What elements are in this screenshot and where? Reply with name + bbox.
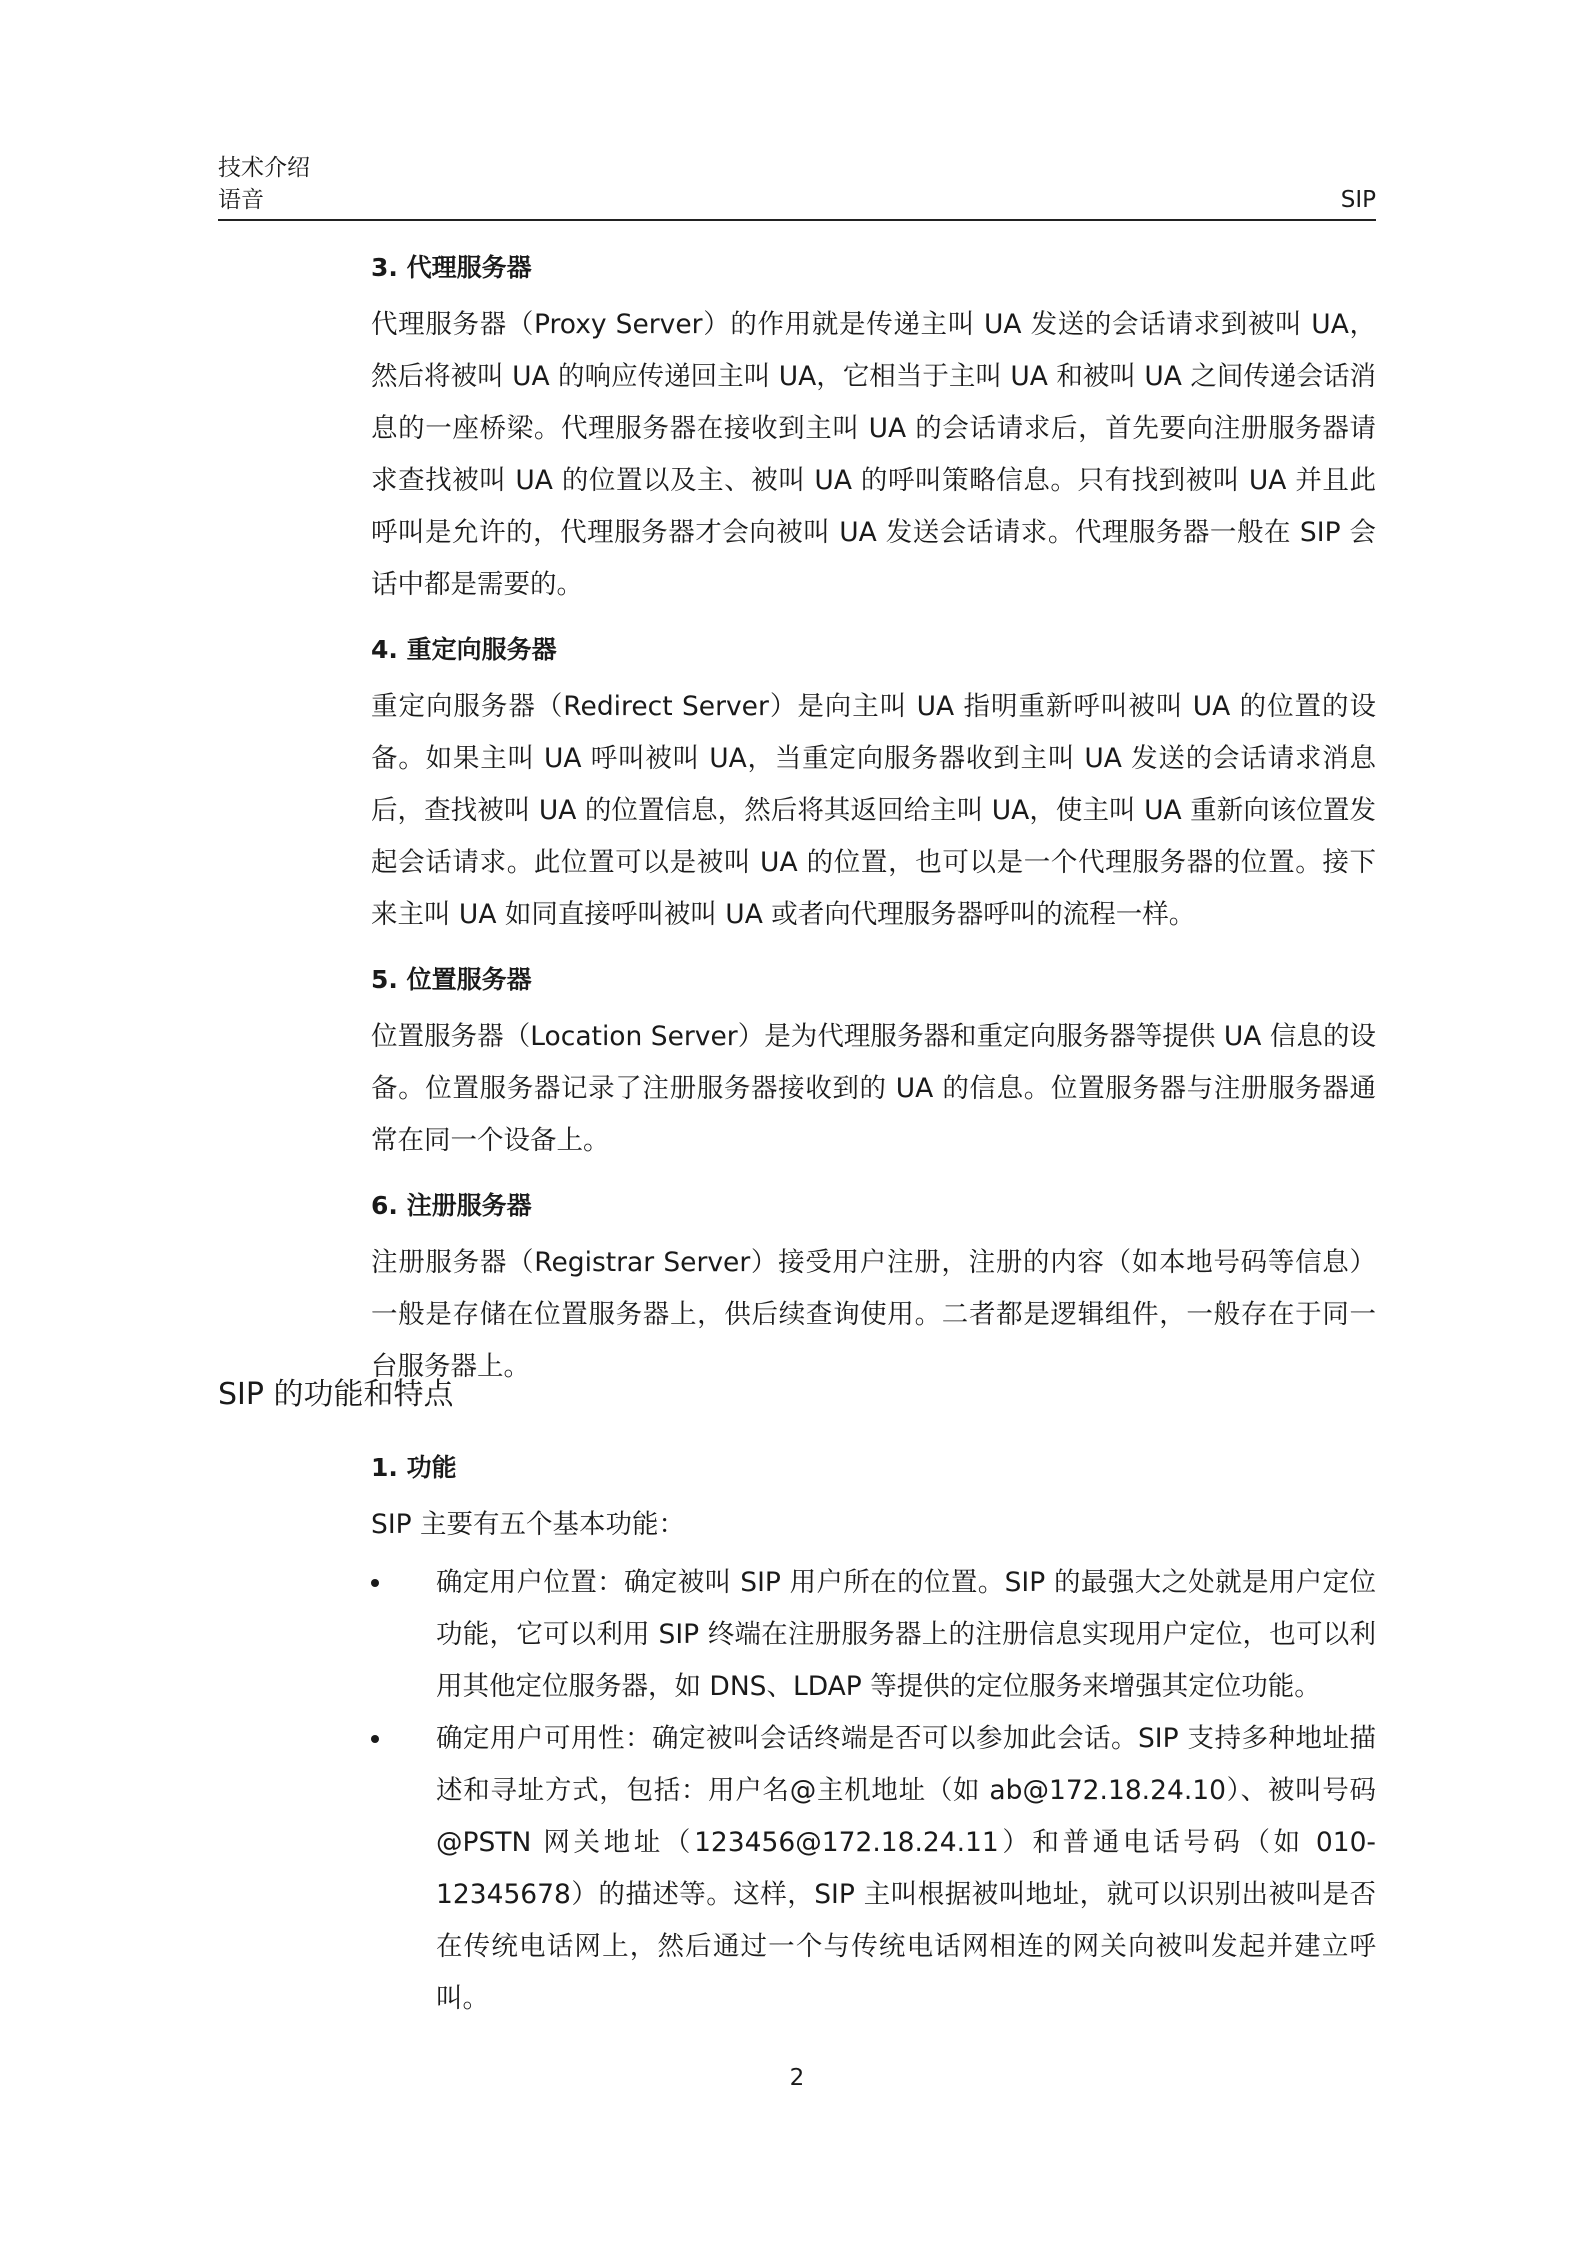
paragraph-redirect-server: 重定向服务器（Redirect Server）是向主叫 UA 指明重新呼叫被叫 UA 的位置的设备。如果主叫 UA 呼叫被叫 UA，当重定向服务器收到主叫 UA 发送的会话请求消息后，查找被叫 UA 的位置信息，然后将其返回给主叫 UA，使主叫 UA 重新向该位置发起会话请求。此位置可以是被叫 UA 的位置，也可以是一个代理服务器的位置。接下来主叫 UA 如同直接呼叫被叫 UA 或者向代理服务器呼叫的流程一样。 — [371, 691, 1376, 930]
list-item — [371, 1557, 1376, 1713]
heading-registrar-server: 6. 注册服务器 — [371, 1191, 532, 1220]
section-title-features: SIP 的功能和特点 — [218, 1377, 454, 1412]
bullet-icon — [371, 1579, 379, 1587]
main-content — [371, 250, 1376, 1393]
list-item-text: 确定用户位置：确定被叫 SIP 用户所在的位置。SIP 的最强大之处就是用户定位功能，它可以利用 SIP 终端在注册服务器上的注册信息实现用户定位，也可以利用其他定位服务器，如 DNS、LDAP 等提供的定位服务来增强其定位功能。 — [436, 1567, 1376, 1702]
heading-redirect-server: 4. 重定向服务器 — [371, 635, 557, 664]
paragraph-functions-intro: SIP 主要有五个基本功能： — [371, 1509, 686, 1540]
header-topic: SIP — [1340, 187, 1376, 213]
paragraph-registrar-server: 注册服务器（Registrar Server）接受用户注册，注册的内容（如本地号码等信息）一般是存储在位置服务器上，供后续查询使用。二者都是逻辑组件，一般存在于同一台服务器上。 — [371, 1247, 1376, 1382]
header-doc-type: 技术介绍 — [218, 155, 310, 181]
list-item-text: 确定用户可用性：确定被叫会话终端是否可以参加此会话。SIP 支持多种地址描述和寻址方式，包括：用户名@主机地址（如 ab@172.18.24.10）、被叫号码@PSTN 网关地址（123456@172.18.24.11）和普通电话号码（如 010-12345678）的描述等。这样，SIP 主叫根据被叫地址，就可以识别出被叫是否在传统电话网上，然后通过一个与传统电话网相连的网关向被叫发起并建立呼叫。 — [436, 1723, 1376, 2014]
page-number: 2 — [789, 2065, 805, 2091]
paragraph-proxy-server: 代理服务器（Proxy Server）的作用就是传递主叫 UA 发送的会话请求到被叫 UA，然后将被叫 UA 的响应传递回主叫 UA，它相当于主叫 UA 和被叫 UA 之间传递会话消息的一座桥梁。代理服务器在接收到主叫 UA 的会话请求后，首先要向注册服务器请求查找被叫 UA 的位置以及主、被叫 UA 的呼叫策略信息。只有找到被叫 UA 并且此呼叫是允许的，代理服务器才会向被叫 UA 发送会话请求。代理服务器一般在 SIP 会话中都是需要的。 — [371, 309, 1376, 600]
features-content — [371, 1450, 1376, 2025]
paragraph-location-server: 位置服务器（Location Server）是为代理服务器和重定向服务器等提供 UA 信息的设备。位置服务器记录了注册服务器接收到的 UA 的信息。位置服务器与注册服务器通常在同一个设备上。 — [371, 1021, 1376, 1156]
function-list — [371, 1557, 1376, 2025]
header-category: 语音 — [218, 187, 264, 213]
heading-location-server: 5. 位置服务器 — [371, 965, 532, 994]
list-item — [371, 1713, 1376, 2025]
heading-proxy-server: 3. 代理服务器 — [371, 253, 532, 282]
bullet-icon — [371, 1735, 379, 1743]
header-divider — [218, 219, 1376, 221]
page-header — [218, 152, 1376, 216]
heading-functions: 1. 功能 — [371, 1453, 457, 1482]
